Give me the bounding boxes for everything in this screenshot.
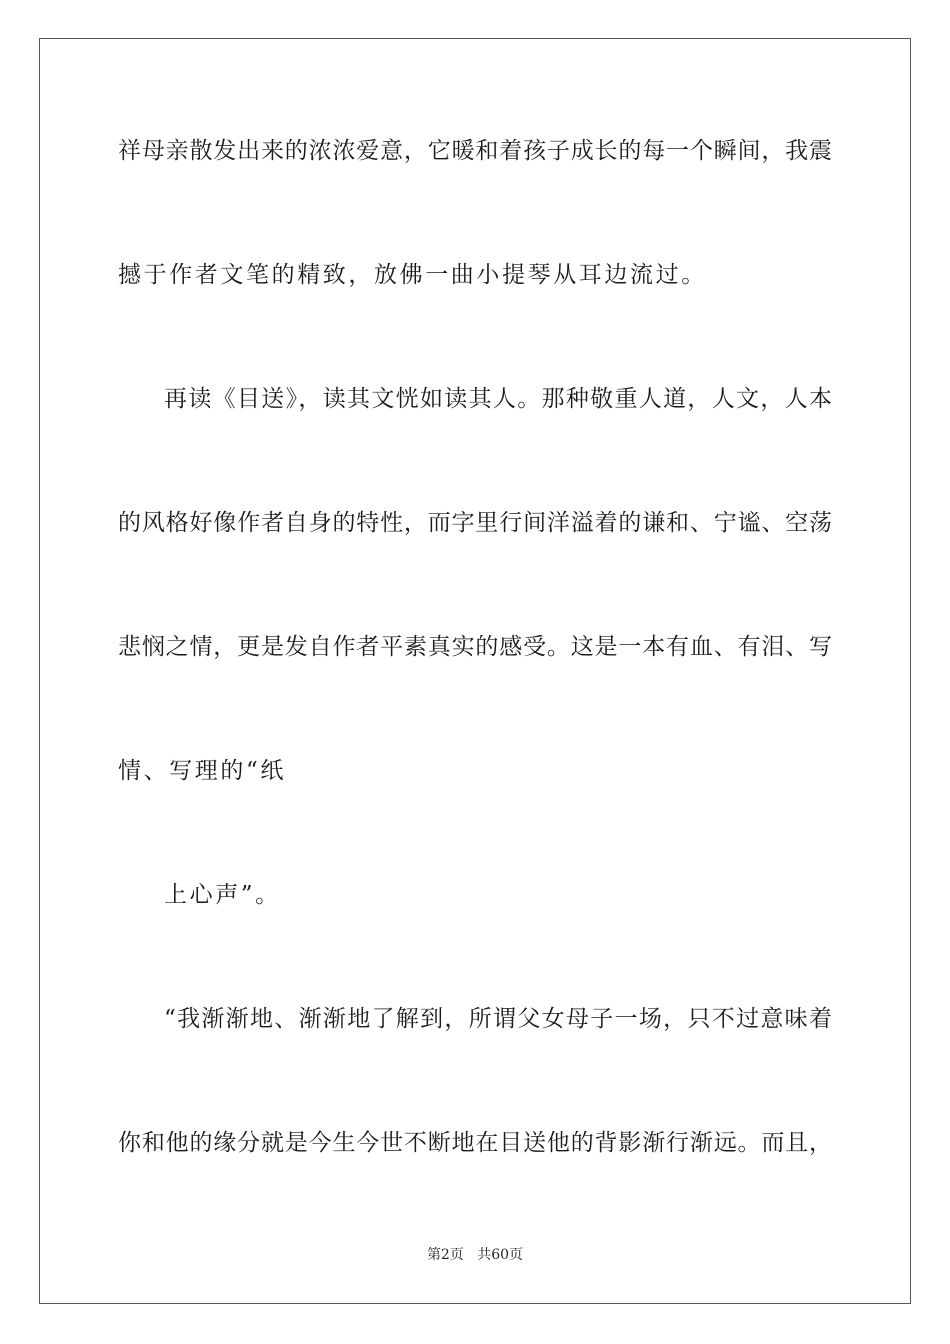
page-number: 第2页 <box>426 1247 464 1263</box>
text-line-8: “我渐渐地、渐渐地了解到，所谓父女母子一场，只不过意味着 <box>164 1006 832 1032</box>
text-line-4: 的风格好像作者自身的特性，而字里行间洋溢着的谦和、宁谧、空荡 <box>118 510 832 536</box>
page-border <box>39 38 911 1304</box>
text-line-1: 祥母亲散发出来的浓浓爱意，它暖和着孩子成长的每一个瞬间，我震 <box>118 138 832 164</box>
page-total: 共60页 <box>477 1247 524 1263</box>
text-line-2: 撼于作者文笔的精致，放佛一曲小提琴从耳边流过。 <box>118 262 707 288</box>
page-footer <box>0 1246 950 1264</box>
text-line-6: 情、写理的“纸 <box>118 758 286 784</box>
text-line-9: 你和他的缘分就是今生今世不断地在目送他的背影渐行渐远。而且， <box>118 1130 832 1156</box>
text-line-5: 悲悯之情，更是发自作者平素真实的感受。这是一本有血、有泪、写 <box>118 634 832 660</box>
text-line-7: 上心声”。 <box>164 882 281 908</box>
text-line-3: 再读《目送》，读其文恍如读其人。那种敬重人道，人文，人本 <box>164 386 832 412</box>
